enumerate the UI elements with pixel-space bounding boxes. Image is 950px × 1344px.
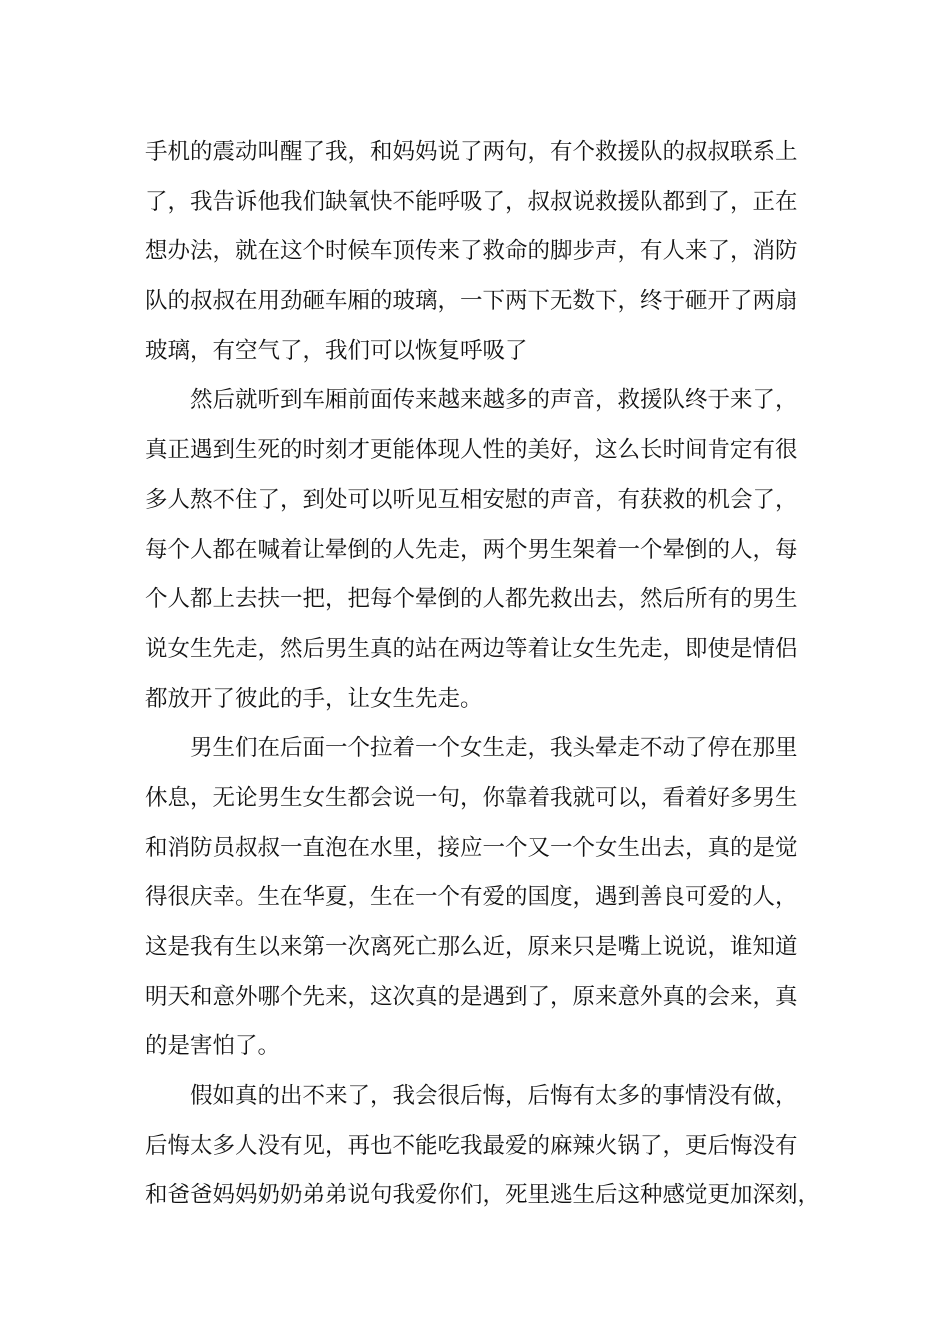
paragraph-2 [145, 376, 815, 724]
text-line: 个人都上去扶一把，把每个晕倒的人都先救出去，然后所有的男生 [145, 586, 798, 613]
paragraph-1 [145, 128, 815, 376]
text-line: 明天和意外哪个先来，这次真的是遇到了，原来意外真的会来，真 [145, 983, 798, 1010]
paragraph-4 [145, 1072, 821, 1221]
text-line: 然后就听到车厢前面传来越来越多的声音，救援队终于来了， [190, 387, 798, 414]
text-line: 每个人都在喊着让晕倒的人先走，两个男生架着一个晕倒的人，每 [145, 536, 798, 563]
text-line: 都放开了彼此的手，让女生先走。 [145, 685, 483, 712]
text-line: 玻璃，有空气了，我们可以恢复呼吸了 [145, 337, 528, 364]
text-line: 休息，无论男生女生都会说一句，你靠着我就可以，看着好多男生 [145, 784, 798, 811]
text-line: 这是我有生以来第一次离死亡那么近，原来只是嘴上说说，谁知道 [145, 934, 798, 960]
text-line: 了，我告诉他我们缺氧快不能呼吸了，叔叔说救援队都到了，正在 [145, 188, 798, 215]
text-line: 多人熬不住了，到处可以听见互相安慰的声音，有获救的机会了， [145, 486, 798, 513]
text-line: 和爸爸妈妈奶奶弟弟说句我爱你们，死里逃生后这种感觉更加深刻， [145, 1182, 821, 1209]
text-line: 得很庆幸。生在华夏，生在一个有爱的国度，遇到善良可爱的人， [145, 884, 798, 911]
text-line: 男生们在后面一个拉着一个女生走，我头晕走不动了停在那里 [190, 735, 798, 762]
text-line: 队的叔叔在用劲砸车厢的玻璃，一下两下无数下，终于砸开了两扇 [145, 288, 798, 315]
text-line: 手机的震动叫醒了我，和妈妈说了两句，有个救援队的叔叔联系上 [145, 139, 798, 165]
text-line: 说女生先走，然后男生真的站在两边等着让女生先走，即使是情侣 [145, 635, 798, 662]
paragraph-3 [145, 724, 815, 1072]
text-line: 真正遇到生死的时刻才更能体现人性的美好，这么长时间肯定有很 [145, 437, 798, 464]
body-text [145, 128, 821, 1221]
text-line: 假如真的出不来了，我会很后悔，后悔有太多的事情没有做， [190, 1083, 798, 1110]
text-line: 后悔太多人没有见，再也不能吃我最爱的麻辣火锅了，更后悔没有 [145, 1132, 798, 1159]
text-line: 想办法，就在这个时候车顶传来了救命的脚步声，有人来了，消防 [145, 238, 798, 265]
text-line: 和消防员叔叔一直泡在水里，接应一个又一个女生出去，真的是觉 [145, 834, 798, 861]
text-line: 的是害怕了。 [145, 1033, 281, 1060]
